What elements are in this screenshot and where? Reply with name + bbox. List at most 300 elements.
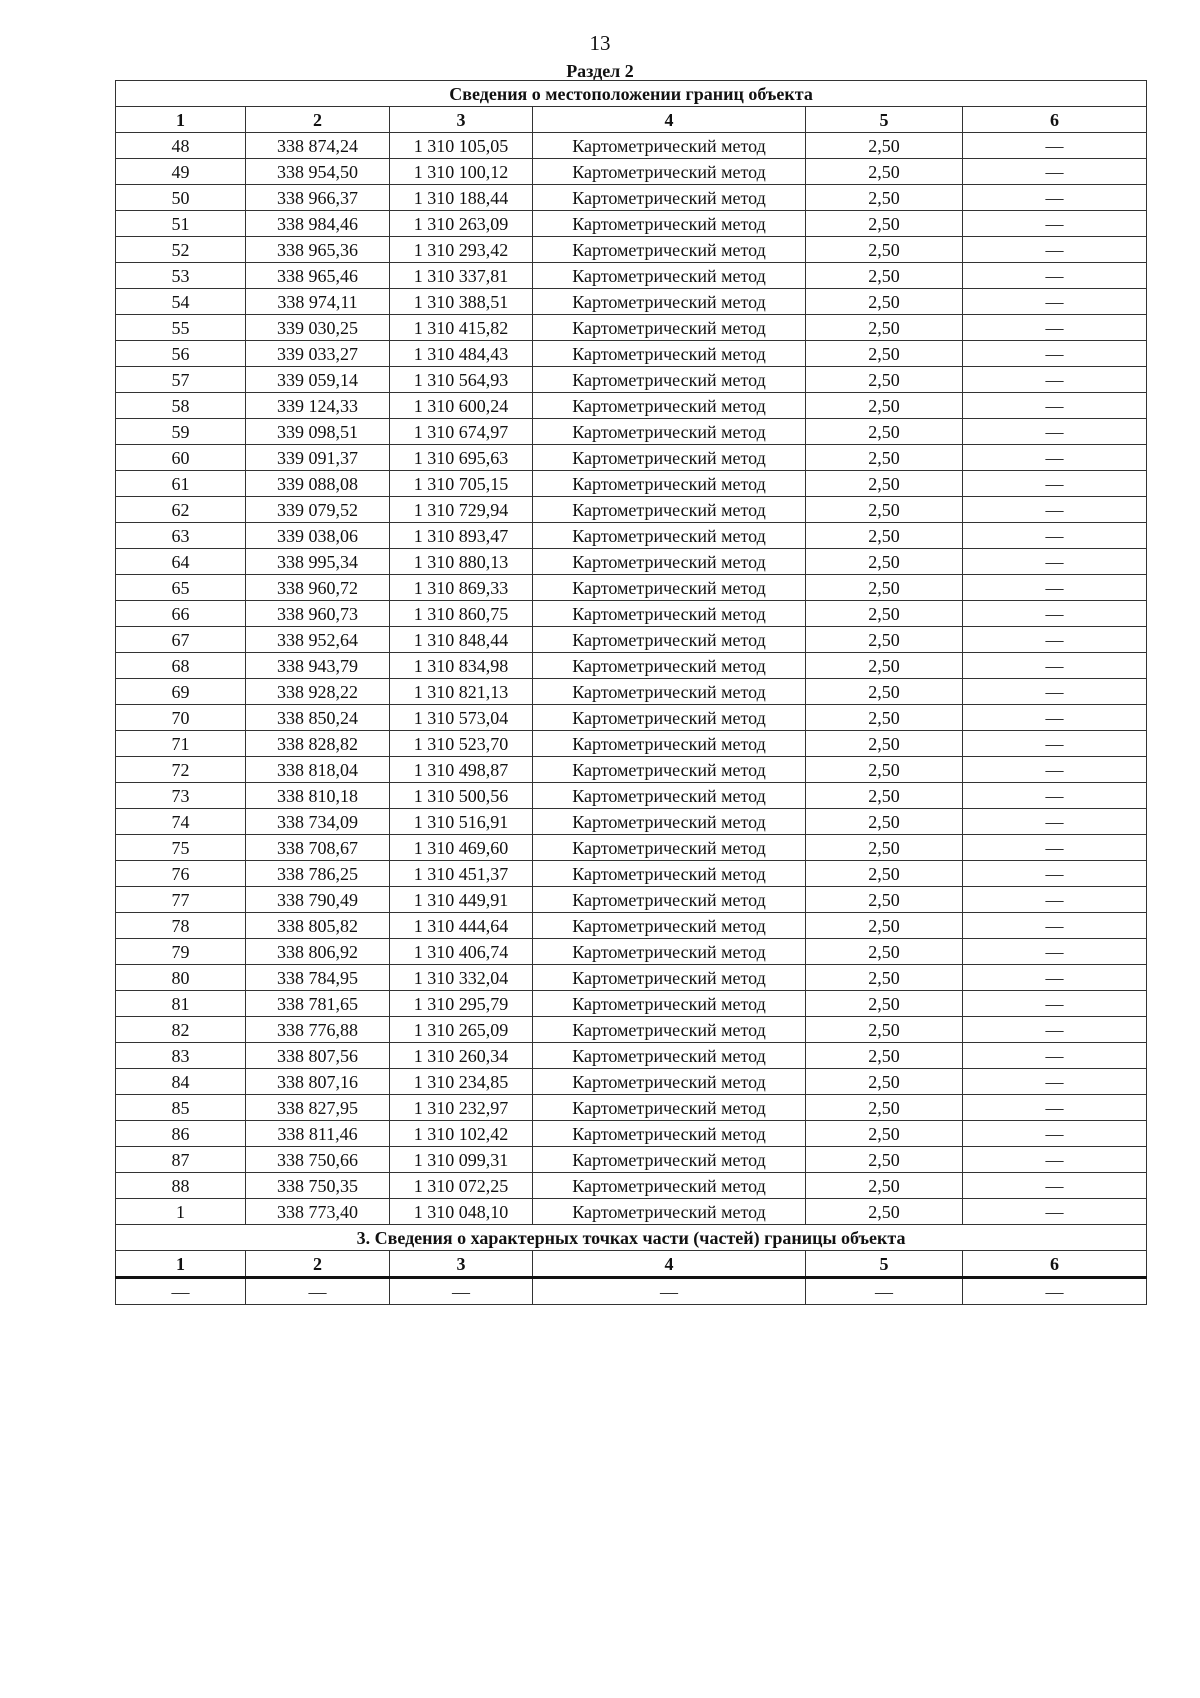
table-row-cell-6: —	[963, 523, 1147, 549]
table-row-cell-6: —	[963, 367, 1147, 393]
table-row-cell-6: —	[963, 549, 1147, 575]
table-row-cell-5: 2,50	[806, 289, 963, 315]
table-row-cell-5: 2,50	[806, 419, 963, 445]
table-row-cell-5: 2,50	[806, 679, 963, 705]
table-row-cell-2: 338 773,40	[246, 1199, 390, 1225]
table-row-cell-4: Картометрический метод	[533, 471, 806, 497]
table-row-cell-2: 338 954,50	[246, 159, 390, 185]
table-row-cell-1: 68	[116, 653, 246, 679]
table-row-cell-6: —	[963, 757, 1147, 783]
table-row	[116, 393, 1147, 419]
table-row-cell-3: 1 310 451,37	[390, 861, 533, 887]
table-row-cell-6: —	[963, 159, 1147, 185]
table-row-cell-1: 79	[116, 939, 246, 965]
parts-table-row-cell-2: —	[246, 1278, 390, 1305]
table-row	[116, 601, 1147, 627]
table-row-cell-4: Картометрический метод	[533, 679, 806, 705]
table-row	[116, 1121, 1147, 1147]
table-row-cell-4: Картометрический метод	[533, 575, 806, 601]
table-row-cell-5: 2,50	[806, 471, 963, 497]
table-row	[116, 211, 1147, 237]
table-row-cell-2: 338 807,16	[246, 1069, 390, 1095]
table-row-cell-4: Картометрический метод	[533, 809, 806, 835]
table-row-cell-2: 338 965,36	[246, 237, 390, 263]
table-row-cell-6: —	[963, 861, 1147, 887]
table-row	[116, 549, 1147, 575]
table-row	[116, 731, 1147, 757]
table-row-cell-2: 339 091,37	[246, 445, 390, 471]
boundary-table	[115, 80, 1147, 1305]
table-row-cell-3: 1 310 100,12	[390, 159, 533, 185]
table-row-cell-6: —	[963, 835, 1147, 861]
table-row-cell-6: —	[963, 185, 1147, 211]
table-row-cell-5: 2,50	[806, 211, 963, 237]
table-row-cell-3: 1 310 263,09	[390, 211, 533, 237]
table-row-cell-5: 2,50	[806, 757, 963, 783]
table-row-cell-4: Картометрический метод	[533, 497, 806, 523]
table-row-cell-5: 2,50	[806, 835, 963, 861]
table-row-cell-1: 55	[116, 315, 246, 341]
table-row	[116, 315, 1147, 341]
table-row-cell-1: 69	[116, 679, 246, 705]
table-row-cell-2: 339 079,52	[246, 497, 390, 523]
table-row-cell-2: 338 784,95	[246, 965, 390, 991]
table-caption: Сведения о местоположении границ объекта	[116, 81, 1147, 107]
table-row-cell-6: —	[963, 497, 1147, 523]
table-row-cell-4: Картометрический метод	[533, 133, 806, 159]
table-row	[116, 627, 1147, 653]
table-row-cell-3: 1 310 848,44	[390, 627, 533, 653]
table-row-cell-6: —	[963, 601, 1147, 627]
table-row-cell-6: —	[963, 341, 1147, 367]
table-row-cell-6: —	[963, 939, 1147, 965]
table-row-cell-4: Картометрический метод	[533, 601, 806, 627]
table-row	[116, 1173, 1147, 1199]
table-row-cell-5: 2,50	[806, 1147, 963, 1173]
table-row-cell-2: 338 995,34	[246, 549, 390, 575]
table-row-cell-4: Картометрический метод	[533, 835, 806, 861]
table-row-cell-2: 338 828,82	[246, 731, 390, 757]
table-row-cell-3: 1 310 265,09	[390, 1017, 533, 1043]
table-row-cell-1: 64	[116, 549, 246, 575]
table-row-cell-1: 65	[116, 575, 246, 601]
table-row-cell-3: 1 310 484,43	[390, 341, 533, 367]
table-row-cell-2: 338 806,92	[246, 939, 390, 965]
table-row-cell-1: 80	[116, 965, 246, 991]
table-row-cell-1: 53	[116, 263, 246, 289]
table-row	[116, 1199, 1147, 1225]
table-row-cell-1: 49	[116, 159, 246, 185]
table-row-cell-5: 2,50	[806, 913, 963, 939]
table-row-cell-3: 1 310 705,15	[390, 471, 533, 497]
table-row-cell-5: 2,50	[806, 523, 963, 549]
table-row-cell-6: —	[963, 471, 1147, 497]
table-row-cell-3: 1 310 295,79	[390, 991, 533, 1017]
table-row-cell-1: 82	[116, 1017, 246, 1043]
table-row-cell-6: —	[963, 575, 1147, 601]
table-row-cell-5: 2,50	[806, 1043, 963, 1069]
table-row	[116, 237, 1147, 263]
table-row	[116, 965, 1147, 991]
table-row-cell-3: 1 310 564,93	[390, 367, 533, 393]
table-row-cell-4: Картометрический метод	[533, 1017, 806, 1043]
table-row-cell-6: —	[963, 419, 1147, 445]
table-row-cell-1: 48	[116, 133, 246, 159]
table-row-cell-2: 338 928,22	[246, 679, 390, 705]
table-row-cell-6: —	[963, 289, 1147, 315]
table-row-cell-5: 2,50	[806, 159, 963, 185]
boundary-table-body	[116, 81, 1147, 1305]
table-row	[116, 939, 1147, 965]
table-row-cell-1: 74	[116, 809, 246, 835]
table-row	[116, 1069, 1147, 1095]
table-row-cell-6: —	[963, 705, 1147, 731]
table-row-cell-4: Картометрический метод	[533, 861, 806, 887]
table-row-cell-1: 84	[116, 1069, 246, 1095]
parts-table-row-cell-3: —	[390, 1278, 533, 1305]
column-header-row-cell-1: 1	[116, 107, 246, 133]
table-row-cell-5: 2,50	[806, 809, 963, 835]
parts-column-header-row-cell-4: 4	[533, 1251, 806, 1278]
table-row-cell-2: 339 038,06	[246, 523, 390, 549]
table-row-cell-5: 2,50	[806, 887, 963, 913]
table-row-cell-3: 1 310 072,25	[390, 1173, 533, 1199]
table-row	[116, 471, 1147, 497]
section-label: Раздел 2	[566, 61, 634, 81]
table-row-cell-3: 1 310 674,97	[390, 419, 533, 445]
table-row-cell-4: Картометрический метод	[533, 367, 806, 393]
table-row-cell-6: —	[963, 887, 1147, 913]
table-row	[116, 133, 1147, 159]
table-row-cell-1: 56	[116, 341, 246, 367]
table-row-cell-6: —	[963, 1069, 1147, 1095]
table-row-cell-4: Картометрический метод	[533, 1043, 806, 1069]
table-row	[116, 367, 1147, 393]
table-row-cell-1: 71	[116, 731, 246, 757]
table-row-cell-2: 338 984,46	[246, 211, 390, 237]
table-row-cell-1: 78	[116, 913, 246, 939]
table-row-cell-4: Картометрический метод	[533, 393, 806, 419]
table-row-cell-3: 1 310 469,60	[390, 835, 533, 861]
table-row-cell-5: 2,50	[806, 575, 963, 601]
table-row-cell-4: Картометрический метод	[533, 627, 806, 653]
table-row-cell-6: —	[963, 965, 1147, 991]
table-row-cell-5: 2,50	[806, 263, 963, 289]
table-row-cell-6: —	[963, 1121, 1147, 1147]
table-row-cell-6: —	[963, 237, 1147, 263]
table-row-cell-6: —	[963, 653, 1147, 679]
column-header-row-cell-3: 3	[390, 107, 533, 133]
table-row-cell-3: 1 310 523,70	[390, 731, 533, 757]
table-row-cell-5: 2,50	[806, 965, 963, 991]
table-row-cell-5: 2,50	[806, 601, 963, 627]
table-row-cell-2: 338 750,66	[246, 1147, 390, 1173]
table-row-cell-4: Картометрический метод	[533, 289, 806, 315]
table-row-cell-4: Картометрический метод	[533, 1121, 806, 1147]
table-row	[116, 835, 1147, 861]
table-row-cell-4: Картометрический метод	[533, 1199, 806, 1225]
table-row-cell-5: 2,50	[806, 185, 963, 211]
table-row-cell-3: 1 310 406,74	[390, 939, 533, 965]
table-row-cell-4: Картометрический метод	[533, 419, 806, 445]
table-row-cell-2: 338 965,46	[246, 263, 390, 289]
table-row	[116, 289, 1147, 315]
page-number: 13	[589, 31, 611, 55]
table-row-cell-3: 1 310 188,44	[390, 185, 533, 211]
table-row-cell-3: 1 310 048,10	[390, 1199, 533, 1225]
table-row	[116, 185, 1147, 211]
table-row-cell-6: —	[963, 1147, 1147, 1173]
table-row-cell-3: 1 310 729,94	[390, 497, 533, 523]
column-header-row	[116, 107, 1147, 133]
table-caption-row	[116, 81, 1147, 107]
table-row-cell-5: 2,50	[806, 653, 963, 679]
table-row-cell-1: 76	[116, 861, 246, 887]
table-row-cell-3: 1 310 388,51	[390, 289, 533, 315]
table-row-cell-1: 75	[116, 835, 246, 861]
parts-column-header-row-cell-1: 1	[116, 1251, 246, 1278]
parts-column-header-row-cell-3: 3	[390, 1251, 533, 1278]
table-row-cell-1: 1	[116, 1199, 246, 1225]
table-row-cell-5: 2,50	[806, 549, 963, 575]
table-row-cell-5: 2,50	[806, 341, 963, 367]
table-row-cell-5: 2,50	[806, 939, 963, 965]
table-row-cell-2: 338 807,56	[246, 1043, 390, 1069]
table-row-cell-6: —	[963, 991, 1147, 1017]
parts-table-row-cell-5: —	[806, 1278, 963, 1305]
table-row-cell-2: 339 030,25	[246, 315, 390, 341]
table-row-cell-4: Картометрический метод	[533, 965, 806, 991]
table-row-cell-2: 338 974,11	[246, 289, 390, 315]
table-row-cell-3: 1 310 332,04	[390, 965, 533, 991]
table-row	[116, 523, 1147, 549]
table-row-cell-4: Картометрический метод	[533, 263, 806, 289]
table-row	[116, 341, 1147, 367]
column-header-row-cell-4: 4	[533, 107, 806, 133]
parts-table-row-cell-4: —	[533, 1278, 806, 1305]
table-row	[116, 653, 1147, 679]
table-row-cell-5: 2,50	[806, 237, 963, 263]
table-row-cell-4: Картометрический метод	[533, 913, 806, 939]
table-row-cell-6: —	[963, 133, 1147, 159]
table-row	[116, 159, 1147, 185]
table-row-cell-5: 2,50	[806, 731, 963, 757]
table-row-cell-6: —	[963, 211, 1147, 237]
table-row-cell-2: 338 786,25	[246, 861, 390, 887]
table-row-cell-5: 2,50	[806, 1095, 963, 1121]
table-row-cell-4: Картометрический метод	[533, 159, 806, 185]
table-row	[116, 757, 1147, 783]
table-row	[116, 887, 1147, 913]
table-row	[116, 809, 1147, 835]
table-row-cell-2: 338 960,73	[246, 601, 390, 627]
table-row-cell-3: 1 310 099,31	[390, 1147, 533, 1173]
table-row-cell-2: 338 952,64	[246, 627, 390, 653]
table-row-cell-1: 86	[116, 1121, 246, 1147]
table-row-cell-2: 338 781,65	[246, 991, 390, 1017]
table-row-cell-3: 1 310 293,42	[390, 237, 533, 263]
table-row-cell-3: 1 310 415,82	[390, 315, 533, 341]
table-row-cell-2: 338 818,04	[246, 757, 390, 783]
table-row	[116, 263, 1147, 289]
parts-table-row-cell-6: —	[963, 1278, 1147, 1305]
table-row-cell-5: 2,50	[806, 315, 963, 341]
table-row-cell-4: Картометрический метод	[533, 315, 806, 341]
table-row-cell-6: —	[963, 393, 1147, 419]
table-row-cell-1: 59	[116, 419, 246, 445]
table-row-cell-4: Картометрический метод	[533, 237, 806, 263]
table-row-cell-6: —	[963, 783, 1147, 809]
table-row-cell-4: Картометрический метод	[533, 523, 806, 549]
table-row-cell-2: 339 033,27	[246, 341, 390, 367]
table-row-cell-1: 88	[116, 1173, 246, 1199]
table-row-cell-2: 338 811,46	[246, 1121, 390, 1147]
table-row-cell-3: 1 310 869,33	[390, 575, 533, 601]
table-row-cell-1: 51	[116, 211, 246, 237]
table-row-cell-6: —	[963, 1199, 1147, 1225]
table-row-cell-2: 338 966,37	[246, 185, 390, 211]
table-row	[116, 1147, 1147, 1173]
table-row-cell-2: 339 098,51	[246, 419, 390, 445]
table-row	[116, 705, 1147, 731]
table-row-cell-5: 2,50	[806, 133, 963, 159]
table-row-cell-1: 87	[116, 1147, 246, 1173]
table-row-cell-6: —	[963, 627, 1147, 653]
table-row-cell-1: 85	[116, 1095, 246, 1121]
table-row-cell-5: 2,50	[806, 1069, 963, 1095]
table-row-cell-5: 2,50	[806, 783, 963, 809]
table-row-cell-1: 77	[116, 887, 246, 913]
table-row-cell-1: 70	[116, 705, 246, 731]
table-row-cell-6: —	[963, 1043, 1147, 1069]
table-row-cell-3: 1 310 834,98	[390, 653, 533, 679]
table-row-cell-2: 338 750,35	[246, 1173, 390, 1199]
table-row-cell-1: 52	[116, 237, 246, 263]
table-row-cell-3: 1 310 260,34	[390, 1043, 533, 1069]
table-row-cell-1: 62	[116, 497, 246, 523]
table-row-cell-5: 2,50	[806, 627, 963, 653]
table-row-cell-6: —	[963, 1173, 1147, 1199]
table-row-cell-1: 58	[116, 393, 246, 419]
table-row-cell-3: 1 310 105,05	[390, 133, 533, 159]
table-row-cell-6: —	[963, 913, 1147, 939]
table-row-cell-3: 1 310 600,24	[390, 393, 533, 419]
table-row-cell-3: 1 310 449,91	[390, 887, 533, 913]
table-row-cell-3: 1 310 444,64	[390, 913, 533, 939]
table-row-cell-3: 1 310 573,04	[390, 705, 533, 731]
table-row	[116, 419, 1147, 445]
table-row-cell-3: 1 310 695,63	[390, 445, 533, 471]
table-row-cell-4: Картометрический метод	[533, 757, 806, 783]
table-row-cell-6: —	[963, 809, 1147, 835]
table-row-cell-4: Картометрический метод	[533, 1095, 806, 1121]
table-row-cell-1: 67	[116, 627, 246, 653]
table-row-cell-3: 1 310 102,42	[390, 1121, 533, 1147]
table-row	[116, 1095, 1147, 1121]
table-row-cell-2: 338 810,18	[246, 783, 390, 809]
table-row-cell-1: 72	[116, 757, 246, 783]
table-row-cell-1: 81	[116, 991, 246, 1017]
table-row	[116, 679, 1147, 705]
table-row	[116, 575, 1147, 601]
table-row-cell-6: —	[963, 263, 1147, 289]
table-row-cell-2: 338 850,24	[246, 705, 390, 731]
table-row-cell-6: —	[963, 1017, 1147, 1043]
table-row-cell-4: Картометрический метод	[533, 705, 806, 731]
table-row-cell-5: 2,50	[806, 393, 963, 419]
table-row	[116, 861, 1147, 887]
table-row-cell-1: 61	[116, 471, 246, 497]
table-row-cell-4: Картометрический метод	[533, 185, 806, 211]
column-header-row-cell-6: 6	[963, 107, 1147, 133]
table-row-cell-3: 1 310 893,47	[390, 523, 533, 549]
table-row-cell-6: —	[963, 731, 1147, 757]
table-row-cell-4: Картометрический метод	[533, 887, 806, 913]
table-row-cell-2: 339 059,14	[246, 367, 390, 393]
parts-column-header-row-cell-2: 2	[246, 1251, 390, 1278]
table-row	[116, 1043, 1147, 1069]
table-row-cell-3: 1 310 880,13	[390, 549, 533, 575]
table-row-cell-1: 50	[116, 185, 246, 211]
table-row-cell-4: Картометрический метод	[533, 549, 806, 575]
table-row	[116, 913, 1147, 939]
table-row-cell-2: 339 088,08	[246, 471, 390, 497]
table-row-cell-5: 2,50	[806, 445, 963, 471]
table-row-cell-2: 338 874,24	[246, 133, 390, 159]
parts-table-caption-row	[116, 1225, 1147, 1251]
table-row-cell-2: 338 827,95	[246, 1095, 390, 1121]
table-row-cell-1: 57	[116, 367, 246, 393]
table-row-cell-4: Картометрический метод	[533, 1069, 806, 1095]
table-row-cell-2: 338 776,88	[246, 1017, 390, 1043]
table-row-cell-2: 338 734,09	[246, 809, 390, 835]
parts-column-header-row-cell-5: 5	[806, 1251, 963, 1278]
table-row-cell-5: 2,50	[806, 367, 963, 393]
table-row-cell-2: 338 960,72	[246, 575, 390, 601]
table-row-cell-5: 2,50	[806, 705, 963, 731]
table-row-cell-5: 2,50	[806, 861, 963, 887]
table-row-cell-5: 2,50	[806, 991, 963, 1017]
table-row-cell-4: Картометрический метод	[533, 731, 806, 757]
table-row-cell-2: 338 708,67	[246, 835, 390, 861]
table-row-cell-6: —	[963, 1095, 1147, 1121]
table-row-cell-5: 2,50	[806, 1199, 963, 1225]
table-row	[116, 1017, 1147, 1043]
parts-table-row-cell-1: —	[116, 1278, 246, 1305]
table-row-cell-1: 73	[116, 783, 246, 809]
table-row-cell-3: 1 310 498,87	[390, 757, 533, 783]
table-row-cell-3: 1 310 500,56	[390, 783, 533, 809]
table-row-cell-3: 1 310 234,85	[390, 1069, 533, 1095]
table-row-cell-4: Картометрический метод	[533, 653, 806, 679]
table-row-cell-2: 338 790,49	[246, 887, 390, 913]
table-row-cell-4: Картометрический метод	[533, 445, 806, 471]
table-row-cell-2: 339 124,33	[246, 393, 390, 419]
table-row-cell-4: Картометрический метод	[533, 1147, 806, 1173]
table-row-cell-3: 1 310 821,13	[390, 679, 533, 705]
table-row-cell-3: 1 310 337,81	[390, 263, 533, 289]
table-row-cell-5: 2,50	[806, 1173, 963, 1199]
table-row	[116, 445, 1147, 471]
table-row-cell-3: 1 310 860,75	[390, 601, 533, 627]
table-row	[116, 783, 1147, 809]
table-row	[116, 497, 1147, 523]
table-row-cell-5: 2,50	[806, 1017, 963, 1043]
table-row-cell-4: Картометрический метод	[533, 991, 806, 1017]
table-row-cell-5: 2,50	[806, 1121, 963, 1147]
table-row-cell-1: 66	[116, 601, 246, 627]
table-row-cell-3: 1 310 232,97	[390, 1095, 533, 1121]
